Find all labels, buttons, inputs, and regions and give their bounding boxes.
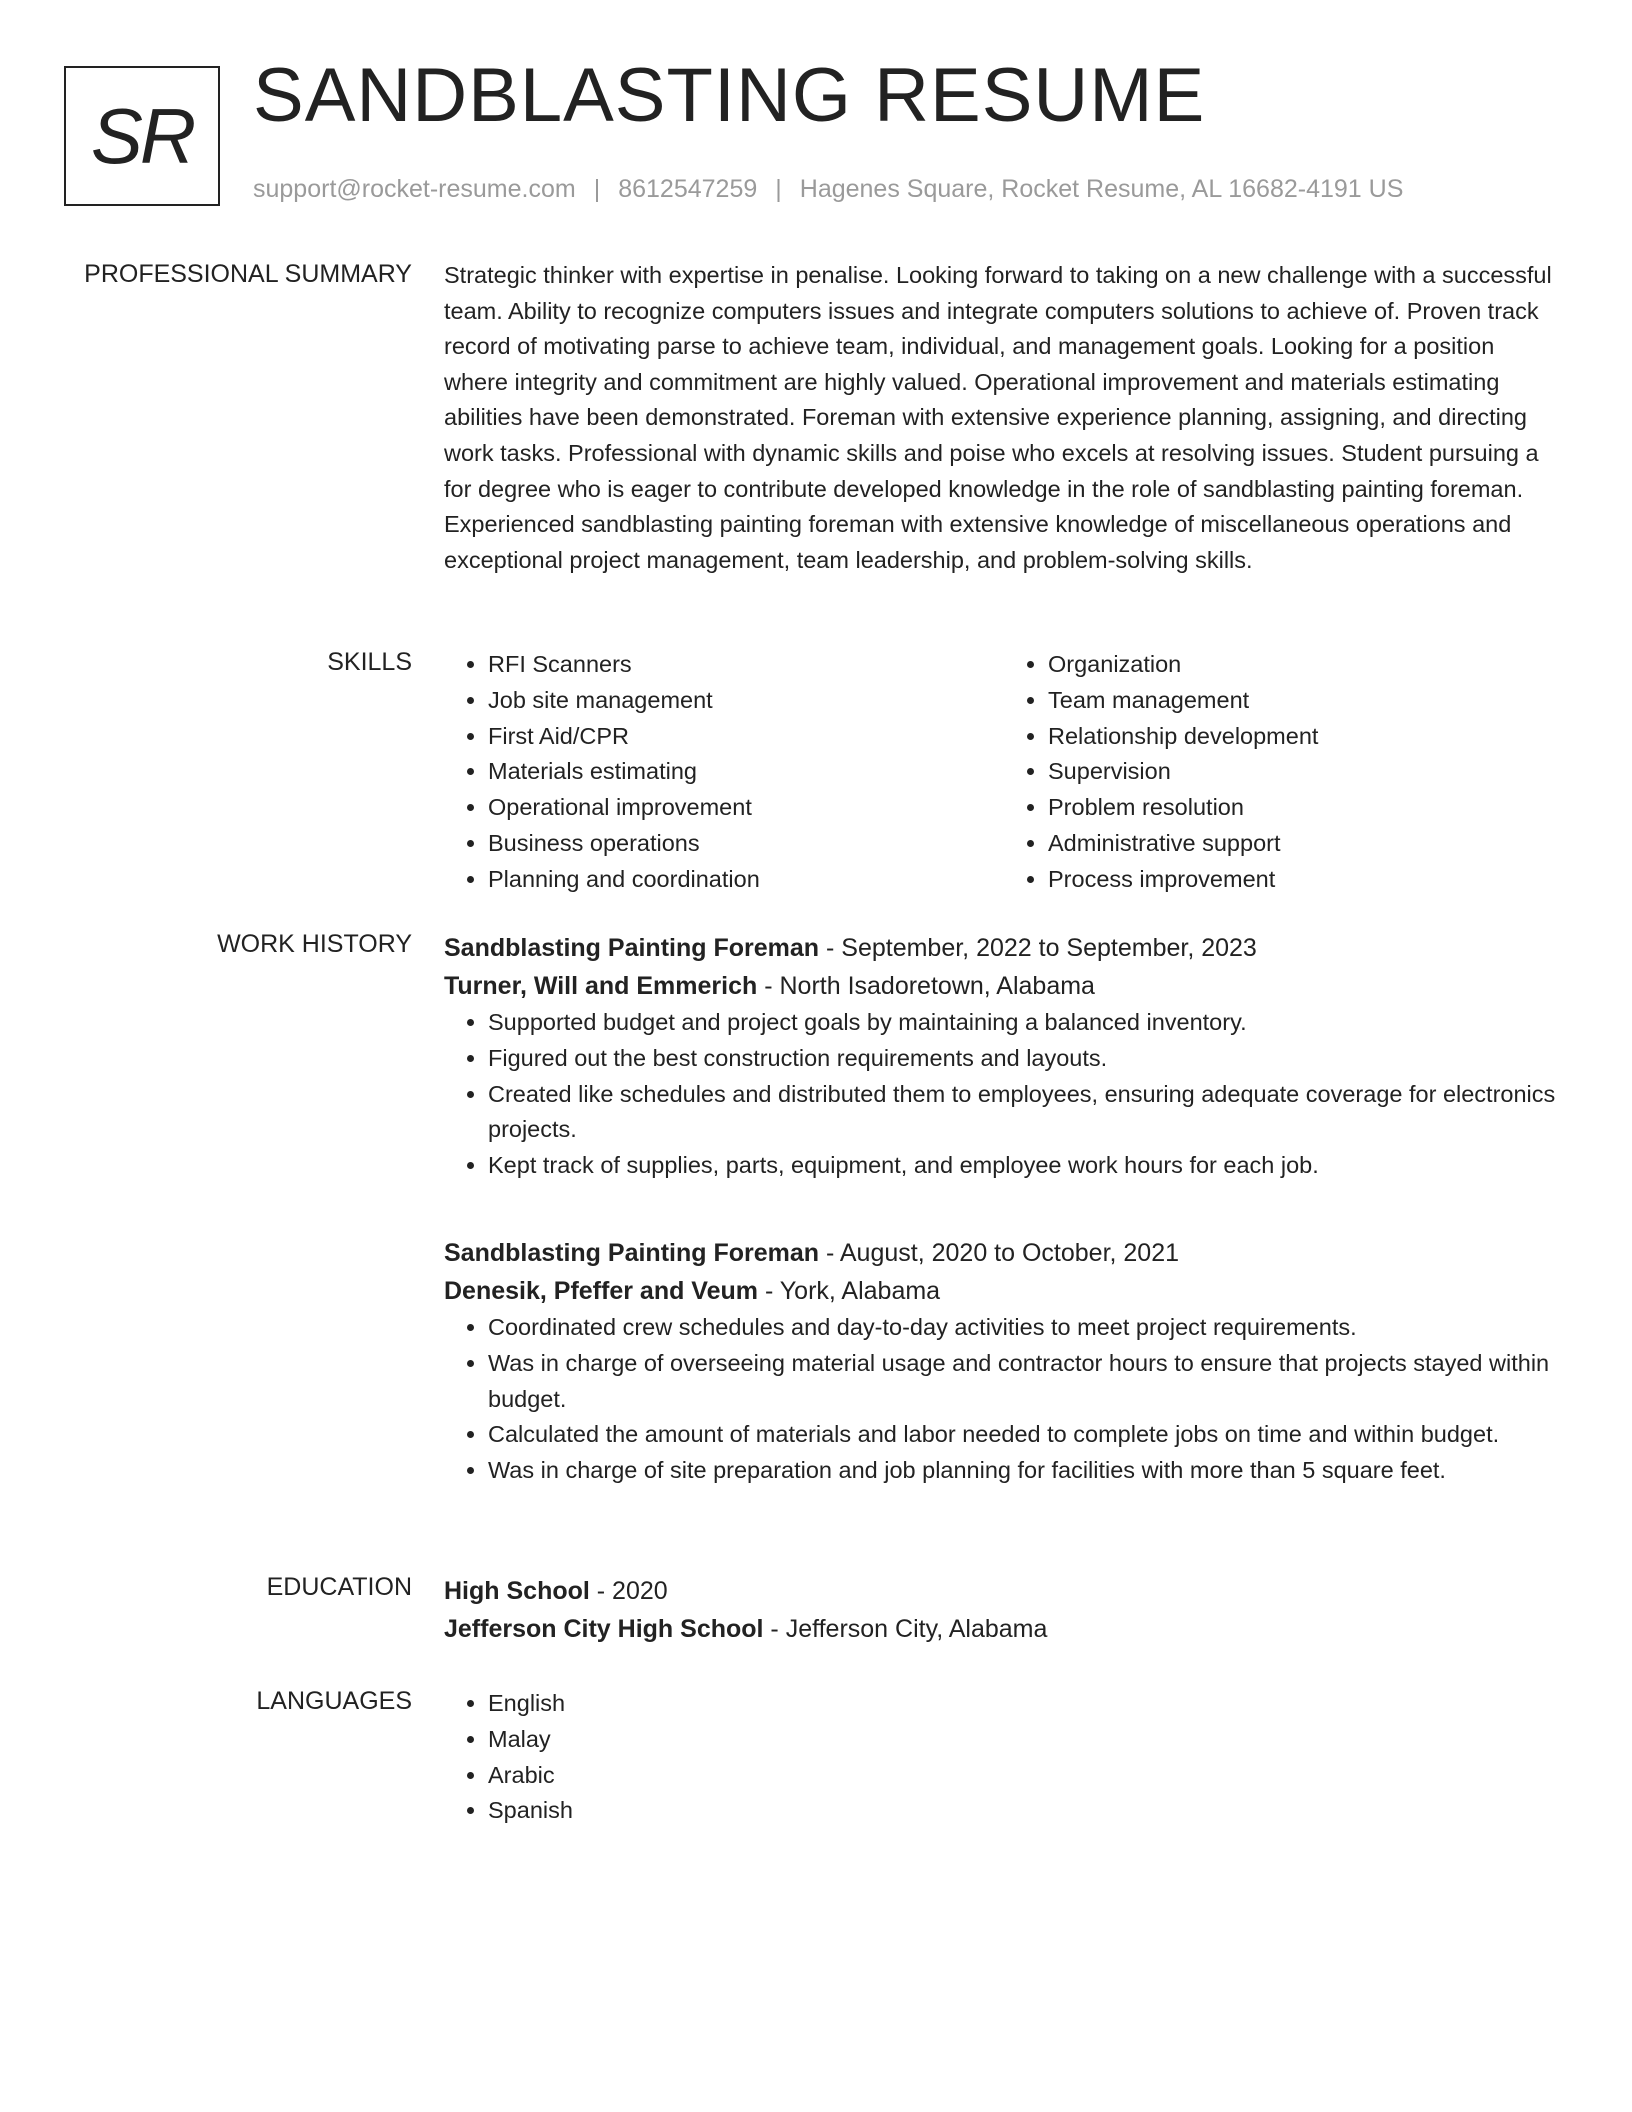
job-bullets (444, 1310, 1564, 1489)
job-company: Turner, Will and Emmerich (444, 972, 758, 1000)
education-year: - 2020 (589, 1577, 668, 1605)
skill-item: • Administrative support (1048, 826, 1564, 862)
job-bullet: • Created like schedules and distributed them to employees, ensuring adequate coverage for electronics projects. (488, 1077, 1564, 1149)
skills-heading: SKILLS (327, 648, 412, 676)
skill-item: • RFI Scanners (488, 647, 1004, 683)
monogram-logo: SR (64, 66, 220, 206)
work-heading: WORK HISTORY (217, 930, 412, 958)
summary-text: Strategic thinker with expertise in penalise. Looking forward to taking on a new challenge with a successful team. Ability to recognize computers issues and integrate computers solutions to achieve of. Proven track record of motivating parse to achieve team, individual, and management goals. Looking for a position where integrity and commitment are highly valued. Operational improvement and materials estimating abilities have been demonstrated. Foreman with extensive experience planning, assigning, and directing work tasks. Professional with dynamic skills and poise who excels at resolving issues. Student pursuing a for degree who is eager to contribute developed knowledge in the role of sandblasting painting foreman. Experienced sandblasting painting foreman with extensive knowledge of miscellaneous operations and exceptional project management, team leadership, and problem-solving skills. (444, 262, 1552, 573)
resume-title: SANDBLASTING RESUME (253, 53, 1206, 138)
job-role: Sandblasting Painting Foreman (444, 934, 820, 962)
job-bullet: • Coordinated crew schedules and day-to-day activities to meet project requirements. (488, 1310, 1564, 1346)
skill-item: • Job site management (488, 683, 1004, 719)
job-company-line (444, 1272, 1564, 1310)
skill-item: • Relationship development (1048, 719, 1564, 755)
job-dates: - September, 2022 to September, 2023 (819, 934, 1257, 962)
job-company: Denesik, Pfeffer and Veum (444, 1277, 759, 1305)
language-item: • Spanish (488, 1793, 1564, 1829)
skill-item: • Supervision (1048, 754, 1564, 790)
job-bullet: • Was in charge of overseeing material usage and contractor hours to ensure that projects stayed within budget. (488, 1346, 1564, 1418)
skill-item: • Organization (1048, 647, 1564, 683)
job-location: - York, Alabama (758, 1277, 941, 1305)
job-role: Sandblasting Painting Foreman (444, 1239, 820, 1267)
summary-heading: PROFESSIONAL SUMMARY (84, 260, 412, 288)
education-heading: EDUCATION (266, 1573, 412, 1601)
contact-separator: | (593, 175, 601, 203)
job-title-line (444, 1234, 1564, 1272)
skill-item: • Materials estimating (488, 754, 1004, 790)
job-bullet: • Kept track of supplies, parts, equipment, and employee work hours for each job. (488, 1148, 1564, 1184)
education-school: Jefferson City High School (444, 1615, 764, 1643)
languages-heading: LANGUAGES (256, 1687, 412, 1715)
education-degree: High School (444, 1577, 590, 1605)
job-bullet: • Was in charge of site preparation and job planning for facilities with more than 5 square feet. (488, 1453, 1564, 1489)
skills-columns (444, 647, 1564, 898)
language-item: • English (488, 1686, 1564, 1722)
job-bullet: • Calculated the amount of materials and labor needed to complete jobs on time and within budget. (488, 1417, 1564, 1453)
job-bullet: • Figured out the best construction requirements and layouts. (488, 1041, 1564, 1077)
skill-item: • Business operations (488, 826, 1004, 862)
education-school-line (444, 1610, 1564, 1648)
job-title-line (444, 929, 1564, 967)
job-location: - North Isadoretown, Alabama (757, 972, 1095, 1000)
language-item: • Malay (488, 1722, 1564, 1758)
education-entry (444, 1572, 1564, 1648)
contact-address: Hagenes Square, Rocket Resume, AL 16682-4191 US (799, 175, 1404, 203)
skills-list-left (444, 647, 1004, 898)
job-dates: - August, 2020 to October, 2021 (819, 1239, 1180, 1267)
skills-list-right (1004, 647, 1564, 898)
skill-item: • Planning and coordination (488, 862, 1004, 898)
contact-line (253, 175, 1403, 204)
contact-separator: | (775, 175, 782, 203)
languages-list (444, 1686, 1564, 1829)
contact-phone[interactable]: 8612547259 (618, 175, 758, 203)
skill-item: • Team management (1048, 683, 1564, 719)
language-item: • Arabic (488, 1758, 1564, 1794)
education-degree-line (444, 1572, 1564, 1610)
contact-email[interactable]: support@rocket-resume.com (253, 175, 576, 203)
job-entry (444, 929, 1564, 1184)
skill-item: • Problem resolution (1048, 790, 1564, 826)
skill-item: • First Aid/CPR (488, 719, 1004, 755)
job-bullet: • Supported budget and project goals by maintaining a balanced inventory. (488, 1005, 1564, 1041)
skill-item: • Process improvement (1048, 862, 1564, 898)
skill-item: • Operational improvement (488, 790, 1004, 826)
education-location: - Jefferson City, Alabama (763, 1615, 1048, 1643)
job-company-line (444, 967, 1564, 1005)
job-bullets (444, 1005, 1564, 1184)
job-entry (444, 1234, 1564, 1489)
